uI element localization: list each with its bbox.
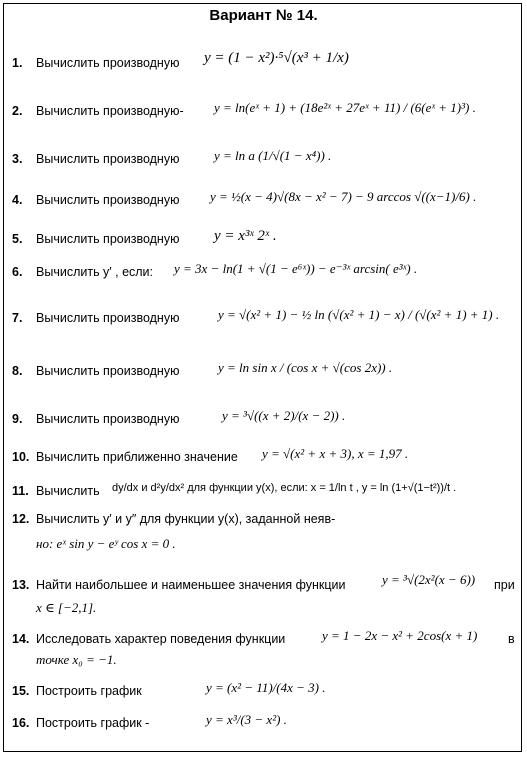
task-text: Вычислить — [36, 484, 100, 498]
task-formula-line2: точке x₀ = −1. — [36, 652, 117, 667]
task-number: 5. — [12, 232, 23, 246]
task-formula: y = ½(x − 4)√(8x − x² − 7) − 9 arccos √((x−1)/6) . — [210, 189, 477, 204]
task-sheet — [3, 3, 522, 752]
task-formula: dy/dx и d²y/dx² для функции y(x), если: x = 1/ln t , y = ln (1+√(1−t²))/t . — [112, 482, 457, 494]
task-text: Вычислить производную — [36, 412, 180, 426]
task-text: Исследовать характер поведения функции — [36, 632, 286, 646]
task-text: Вычислить y′ , если: — [36, 265, 154, 279]
task-text: Вычислить производную — [36, 152, 180, 166]
task-tail: в — [508, 632, 515, 646]
task-formula: y = ³√(2x²(x − 6)) — [382, 572, 476, 587]
task-text: Вычислить производную — [36, 364, 180, 378]
task-12 — [12, 512, 513, 526]
task-text: Вычислить приближенно значение — [36, 450, 238, 464]
task-formula: y = (x² − 11)/(4x − 3) . — [206, 680, 326, 695]
task-text: Построить график - — [36, 716, 150, 730]
task-number: 15. — [12, 684, 30, 698]
task-formula: y = √(x² + 1) − ½ ln (√(x² + 1) − x) / (√(x² + 1) + 1) . — [218, 307, 500, 322]
task-number: 1. — [12, 56, 23, 70]
task-formula: y = ln sin x / (cos x + √(cos 2x)) . — [218, 360, 393, 375]
task-text: Вычислить производную — [36, 193, 180, 207]
task-number: 13. — [12, 578, 30, 592]
task-formula: y = 1 − 2x − x² + 2cos(x + 1) — [322, 628, 478, 643]
task-text: Вычислить производную — [36, 232, 180, 246]
task-formula: y = 3x − ln(1 + √(1 − e⁶ˣ)) − e⁻³ˣ arcsin( e³ˣ) . — [174, 261, 418, 276]
task-text: Вычислить производную — [36, 56, 180, 70]
task-text: Вычислить y′ и y″ для функции y(x), заданной неяв- — [36, 512, 336, 526]
task-formula: y = ³√((x + 2)/(x − 2)) . — [222, 408, 346, 423]
task-formula: y = √(x² + x + 3), x = 1,97 . — [262, 446, 409, 461]
task-formula-line2: но: eˣ sin y − eʸ cos x = 0 . — [36, 536, 176, 551]
task-formula: y = (1 − x²)·⁵√(x³ + 1/x) — [204, 50, 349, 66]
task-text: Вычислить производную — [36, 311, 180, 325]
task-tail: при — [494, 578, 515, 592]
task-number: 3. — [12, 152, 23, 166]
page-title: Вариант № 14. — [209, 7, 318, 24]
task-number: 2. — [12, 104, 23, 118]
task-formula: y = x³ˣ 2ˣ . — [214, 228, 277, 244]
task-number: 7. — [12, 311, 23, 325]
task-number: 4. — [12, 193, 23, 207]
task-formula: y = x³/(3 − x²) . — [206, 712, 287, 727]
task-text: Найти наибольшее и наименьшее значения функции — [36, 578, 346, 592]
task-number: 11. — [12, 484, 29, 498]
task-text: Построить график — [36, 684, 142, 698]
task-number: 9. — [12, 412, 23, 426]
task-formula: y = ln(eˣ + 1) + (18e²ˣ + 27eˣ + 11) / (6(eˣ + 1)³) . — [214, 100, 476, 115]
task-number: 8. — [12, 364, 23, 378]
task-text: Вычислить производную- — [36, 104, 184, 118]
task-number: 16. — [12, 716, 30, 730]
task-number: 10. — [12, 450, 30, 464]
task-formula: y = ln a (1/√(1 − x⁴)) . — [214, 148, 332, 163]
task-formula-line2: x ∈ [−2,1]. — [36, 600, 97, 615]
task-number: 6. — [12, 265, 23, 279]
task-number: 14. — [12, 632, 30, 646]
task-number: 12. — [12, 512, 30, 526]
